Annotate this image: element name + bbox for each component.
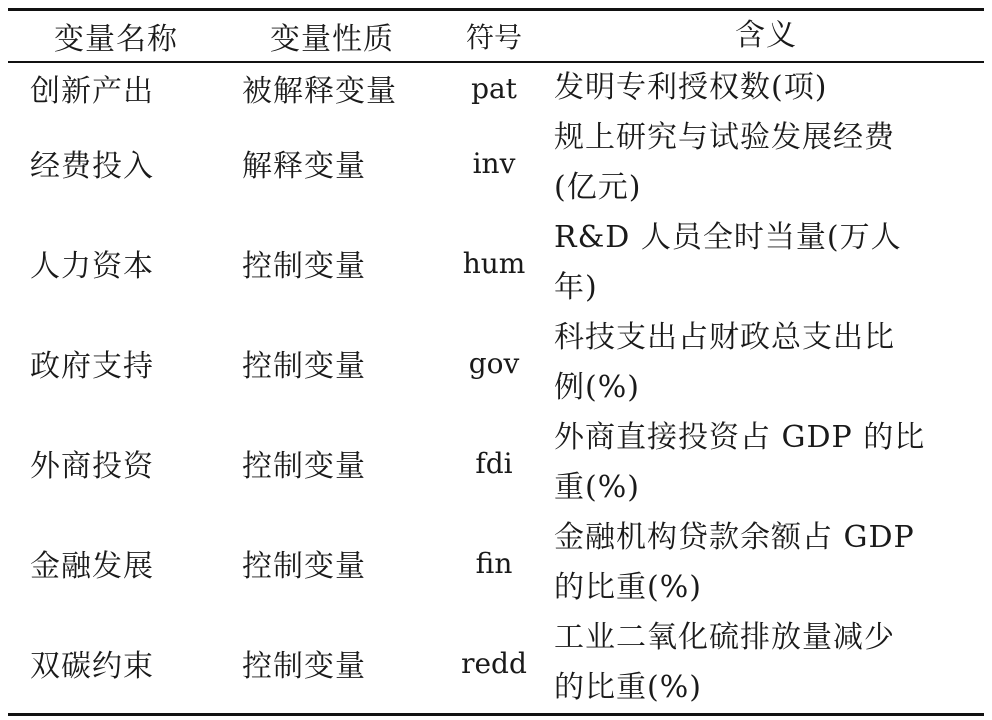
cell-meaning <box>548 413 984 513</box>
cell-symbol: redd <box>461 646 527 680</box>
meaning-line: 重(%) <box>554 470 640 505</box>
cell-meaning <box>548 62 984 113</box>
variable-table-container <box>8 8 984 716</box>
cell-symbol: hum <box>462 246 526 280</box>
cell-variable-nature: 解释变量 <box>242 149 366 184</box>
variable-definition-table <box>8 8 984 716</box>
cell-symbol: gov <box>468 346 520 380</box>
table-row <box>8 213 984 313</box>
meaning-line: 发明专利授权数(项) <box>554 70 828 105</box>
meaning-line: 规上研究与试验发展经费 <box>554 120 895 155</box>
meaning-line: 例(%) <box>554 370 640 405</box>
meaning-line: (亿元) <box>554 170 642 205</box>
cell-symbol: inv <box>472 146 516 180</box>
meaning-line: 的比重(%) <box>554 670 702 705</box>
header-symbol: 符号 <box>465 21 522 54</box>
header-meaning: 含义 <box>735 18 797 53</box>
cell-symbol: fin <box>475 546 513 580</box>
cell-variable-nature: 被解释变量 <box>242 74 397 109</box>
meaning-line: 的比重(%) <box>554 570 702 605</box>
table-row <box>8 313 984 413</box>
table-row <box>8 513 984 613</box>
cell-variable-name: 人力资本 <box>30 249 154 284</box>
cell-symbol: fdi <box>475 446 513 480</box>
meaning-line: 工业二氧化硫排放量减少 <box>554 620 895 655</box>
cell-meaning <box>548 513 984 613</box>
meaning-line: 金融机构贷款余额占 GDP <box>554 520 915 555</box>
cell-meaning <box>548 313 984 413</box>
table-row <box>8 613 984 715</box>
table-row <box>8 113 984 213</box>
cell-variable-nature: 控制变量 <box>242 649 366 684</box>
cell-meaning <box>548 213 984 313</box>
table-row <box>8 62 984 113</box>
meaning-line: 外商直接投资占 GDP 的比 <box>554 420 926 455</box>
meaning-line: 科技支出占财政总支出比 <box>554 320 895 355</box>
cell-variable-name: 双碳约束 <box>30 649 154 684</box>
table-row <box>8 413 984 513</box>
header-variable-nature: 变量性质 <box>270 22 394 57</box>
table-header-row <box>8 10 984 63</box>
cell-variable-nature: 控制变量 <box>242 449 366 484</box>
cell-variable-nature: 控制变量 <box>242 349 366 384</box>
cell-variable-name: 经费投入 <box>30 149 154 184</box>
cell-symbol: pat <box>471 71 517 105</box>
meaning-line: R&D 人员全时当量(万人 <box>554 220 902 255</box>
cell-meaning <box>548 113 984 213</box>
cell-variable-name: 金融发展 <box>30 549 154 584</box>
cell-variable-name: 创新产出 <box>30 74 154 109</box>
header-variable-name: 变量名称 <box>54 22 178 57</box>
cell-variable-nature: 控制变量 <box>242 549 366 584</box>
meaning-line: 年) <box>554 270 598 305</box>
cell-variable-name: 外商投资 <box>30 449 154 484</box>
cell-variable-nature: 控制变量 <box>242 249 366 284</box>
cell-variable-name: 政府支持 <box>30 349 154 384</box>
cell-meaning <box>548 613 984 715</box>
